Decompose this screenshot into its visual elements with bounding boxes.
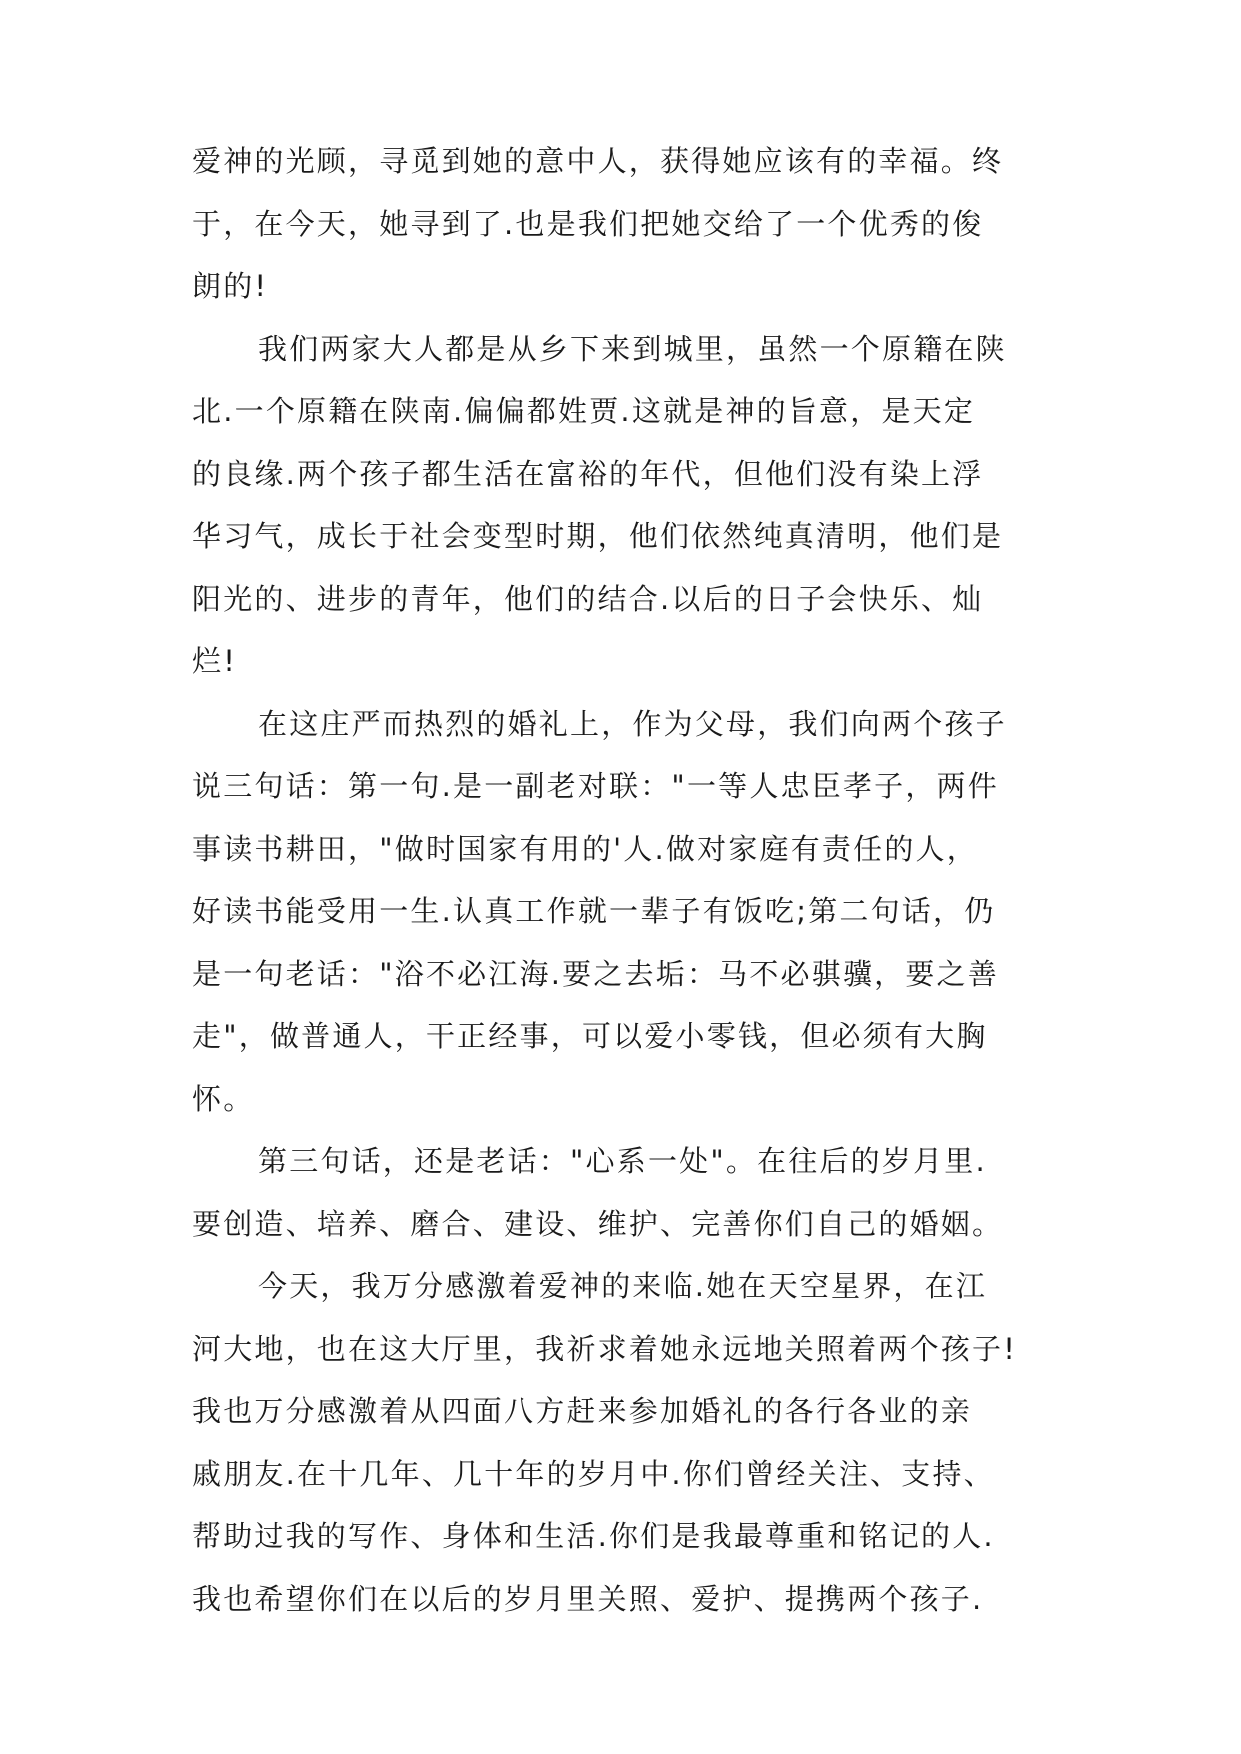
text-line: 要创造、培养、磨合、建设、维护、完善你们自己的婚姻。 — [192, 1206, 1004, 1241]
text-line: 我也万分感激着从四面八方赶来参加婚礼的各行各业的亲 — [192, 1394, 973, 1428]
text-line: 说三句话：第一句.是一副老对联："一等人忠臣孝子，两件 — [192, 769, 999, 803]
text-line: 爱神的光顾，寻觅到她的意中人，获得她应该有的幸福。终 — [192, 144, 1004, 178]
text-line: 朗的! — [192, 269, 269, 303]
text-line: 戚朋友.在十几年、几十年的岁月中.你们曾经关注、支持、 — [192, 1456, 995, 1491]
text-line: 华习气，成长于社会变型时期，他们依然纯真清明，他们是 — [192, 519, 1004, 553]
text-line: 帮助过我的写作、身体和生活.你们是我最尊重和铭记的人. — [192, 1519, 995, 1553]
text-line: 事读书耕田，"做时国家有用的'人.做对家庭有责任的人， — [192, 831, 978, 866]
text-line: 我也希望你们在以后的岁月里关照、爱护、提携两个孩子. — [192, 1581, 984, 1616]
text-line: 阳光的、进步的青年，他们的结合.以后的日子会快乐、灿 — [192, 581, 984, 616]
document-body — [192, 130, 1072, 1630]
paragraph-first-line: 今天，我万分感激着爱神的来临.她在天空星界，在江 — [258, 1269, 988, 1303]
text-line: 怀。 — [192, 1081, 255, 1116]
paragraph-first-line: 在这庄严而热烈的婚礼上，作为父母，我们向两个孩子 — [258, 706, 1007, 741]
text-line: 好读书能受用一生.认真工作就一辈子有饭吃;第二句话，仍 — [192, 894, 996, 928]
text-line: 烂! — [192, 644, 238, 678]
text-line: 的良缘.两个孩子都生活在富裕的年代，但他们没有染上浮 — [192, 456, 984, 491]
text-line: 北.一个原籍在陕南.偏偏都姓贾.这就是神的旨意，是天定 — [192, 394, 976, 428]
text-line: 于，在今天，她寻到了.也是我们把她交给了一个优秀的俊 — [192, 206, 984, 241]
text-line: 是一句老话："浴不必江海.要之去垢：马不必骐骥，要之善 — [192, 956, 999, 991]
paragraph-first-line: 第三句话，还是老话："心系一处"。在往后的岁月里. — [258, 1144, 987, 1178]
paragraph-first-line: 我们两家大人都是从乡下来到城里，虽然一个原籍在陕 — [258, 331, 1007, 366]
text-line: 走"，做普通人，干正经事，可以爱小零钱，但必须有大胸 — [192, 1019, 988, 1053]
text-line: 河大地，也在这大厅里，我祈求着她永远地关照着两个孩子! — [192, 1331, 1018, 1366]
